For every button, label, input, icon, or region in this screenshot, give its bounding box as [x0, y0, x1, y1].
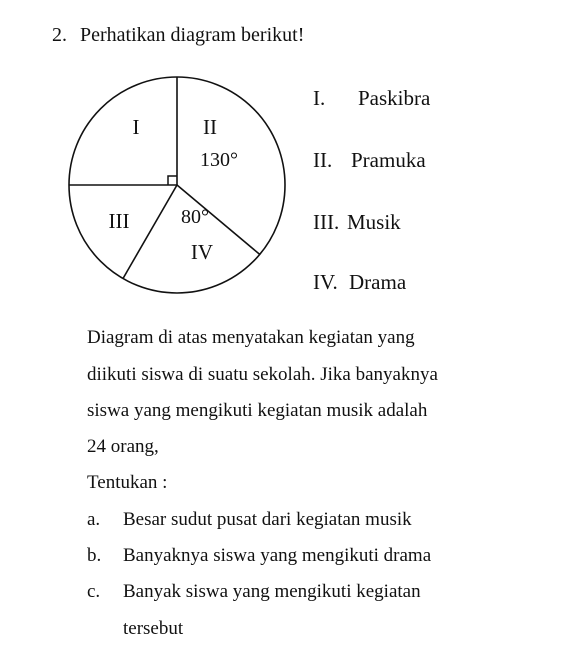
legend-item-pramuka	[313, 148, 426, 173]
pie-diagram	[0, 0, 300, 310]
task-c	[87, 581, 421, 603]
legend-item-drama	[313, 270, 406, 295]
right-angle-marker	[168, 176, 177, 185]
task-letter: a.	[87, 509, 101, 530]
instruction-text: Tentukan :	[87, 472, 168, 493]
task-text: Banyaknya siswa yang mengikuti drama	[123, 545, 432, 566]
task-letter: b.	[87, 545, 102, 566]
legend-number: II.	[313, 148, 333, 172]
task-a	[87, 509, 412, 531]
legend-label: Drama	[349, 270, 407, 294]
question-number: 2.	[52, 24, 67, 46]
slice-angle-label-iv: 80°	[181, 206, 209, 228]
legend-number: III.	[313, 210, 340, 234]
question-title: Perhatikan diagram berikut!	[80, 24, 305, 46]
slice-label-iv: IV	[190, 240, 214, 264]
task-text: Banyak siswa yang mengikuti kegiatan	[123, 581, 421, 602]
legend-number: IV.	[313, 270, 338, 294]
paragraph-line: siswa yang mengikuti kegiatan musik adalah	[87, 400, 428, 421]
legend-label: Musik	[347, 210, 401, 234]
slice-label-i: I	[132, 115, 140, 139]
radius-iv-iii	[123, 185, 177, 279]
paragraph-line: 24 orang,	[87, 436, 159, 457]
legend-item-musik	[313, 210, 401, 235]
legend-item-paskibra	[313, 86, 430, 111]
legend-number: I.	[313, 86, 326, 110]
paragraph-line: Diagram di atas menyatakan kegiatan yang	[87, 327, 415, 348]
task-letter: c.	[87, 581, 101, 602]
task-c-continuation: tersebut	[123, 618, 184, 639]
task-b	[87, 545, 431, 567]
slice-label-ii: II	[203, 115, 217, 139]
slice-angle-label-ii: 130°	[200, 149, 238, 171]
legend-label: Paskibra	[358, 86, 431, 110]
paragraph-line: diikuti siswa di suatu sekolah. Jika banyaknya	[87, 364, 438, 385]
task-text: Besar sudut pusat dari kegiatan musik	[123, 509, 412, 530]
slice-label-iii: III	[108, 209, 130, 233]
legend-label: Pramuka	[351, 148, 426, 172]
